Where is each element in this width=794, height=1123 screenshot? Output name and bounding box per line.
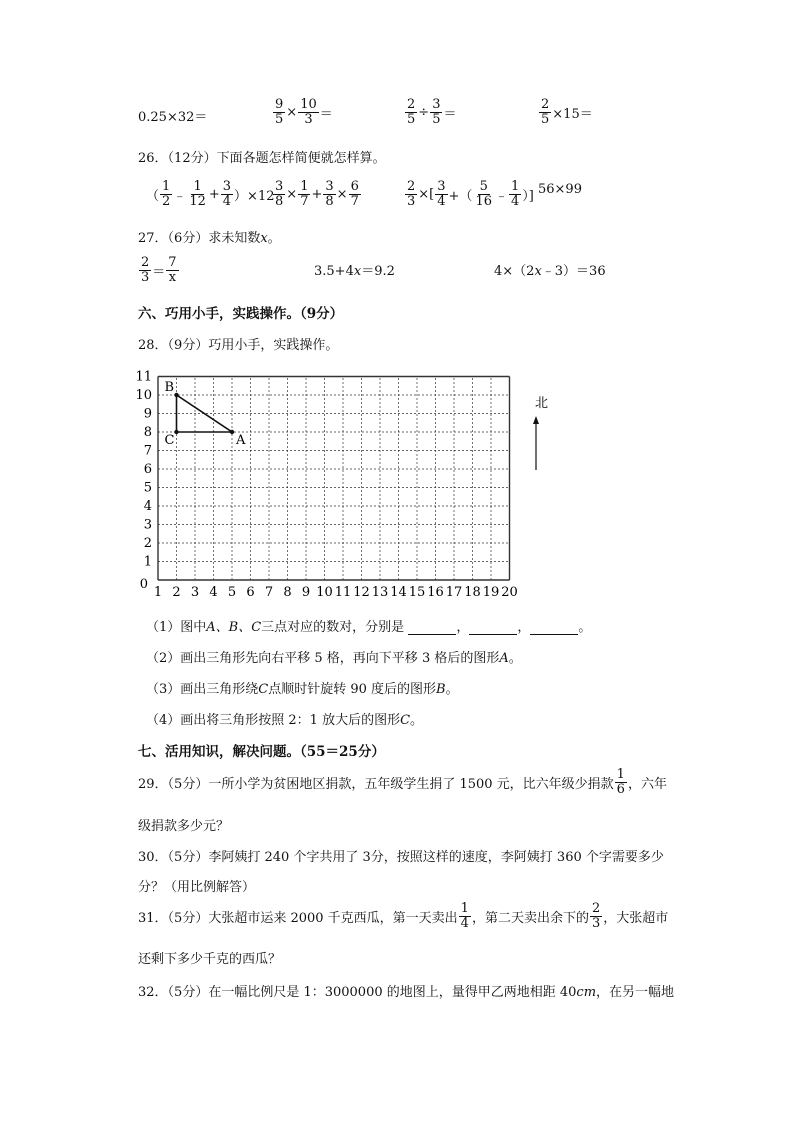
x-tick-label: 4 [209,585,218,600]
x-tick-label: 18 [464,585,481,600]
question-31-line-2: 还剩下多少千克的西瓜？ [138,952,282,967]
vertex-label-b: B [164,380,175,395]
y-tick-label: 7 [143,443,152,459]
calc-4: $\frac{2}{5}$ ×15＝ [541,97,593,127]
x-tick-label: 14 [390,585,407,600]
y-tick-label: 9 [143,406,152,422]
question-31-line-1: 31．（5分）大张超市运来 2000 千克西瓜，第一天卖出 $\frac{1}{4}$ ，第二天卖出余下的 $\frac{2}{3}$ ，大张超市 [138,901,669,931]
x-tick-label: 7 [264,585,274,600]
q27-equation-1: $\frac{2}{3}$ ＝ $\frac{7}{x}$ [141,255,177,285]
x-tick-label: 16 [427,585,444,600]
q28-sub3: （3）画出三角形绕C点顺时针旋转 90 度后的图形B。 [146,682,459,697]
x-tick-label: 12 [353,585,370,600]
question-27-label: 27．（6分）求未知数x。 [138,231,281,246]
y-tick-label: 11 [135,369,152,385]
calc-2: $\frac{9}{5}$ × $\frac{10}{3}$ ＝ [275,97,333,127]
question-32-line-1: 32．（5分）在一幅比例尺是 1：3000000 的地图上，量得甲乙两地相距 40cm，在另一幅地 [138,985,675,1000]
x-tick-label: 2 [172,585,181,600]
x-tick-label: 6 [246,585,255,600]
question-30-line-1: 30．（5分）李阿姨打 240 个字共用了 3分，按照这样的速度，李阿姨打 360 个字需要多少 [138,850,664,865]
q26-problem-4: 56×99 [538,182,582,197]
vertex-point-a [230,430,234,434]
x-tick-label: 10 [316,585,333,600]
x-tick-label: 3 [190,585,200,600]
x-tick-label: 1 [153,585,163,600]
y-tick-label: 4 [143,499,152,514]
calc-3: $\frac{2}{5}$ ÷ $\frac{3}{5}$ ＝ [407,97,457,127]
q26-problem-2: $\frac{3}{8}$ × $\frac{1}{7}$ + $\frac{3}{8}$ × $\frac{6}{7}$ [275,179,359,209]
section-7-heading: 七、活用知识，解决问题。（55＝25分） [138,744,385,760]
q26-problem-1: （ $\frac{1}{2}$ ﹣ $\frac{1}{12}$ + $\frac{3}{4}$ ）×12 [146,179,275,209]
section-6-heading: 六、巧用小手，实践操作。（9分） [138,306,344,322]
x-tick-label: 9 [301,585,311,600]
coordinate-grid [130,362,550,602]
y-tick-label: 6 [143,462,152,477]
question-30-line-2: 分？（用比例解答） [138,880,256,895]
x-tick-label: 11 [334,585,352,600]
q28-sub4: （4）画出将三角形按照 2：1 放大后的图形C。 [146,713,424,728]
x-tick-label: 17 [445,585,463,600]
y-tick-label: 2 [143,536,152,551]
north-arrowhead-icon [533,416,539,424]
y-tick-label: 5 [143,480,152,496]
north-label: 北 [535,396,549,411]
x-tick-label: 5 [227,585,237,600]
q27-equation-3: 4×（2x﹣3）＝36 [494,264,606,279]
q26-problem-3: $\frac{2}{3}$ ×[ $\frac{3}{4}$ +（ $\frac{5}{16}$ ﹣ $\frac{1}{4}$ ）] [407,179,534,209]
y-tick-label: 8 [143,425,152,440]
origin-label: 0 [139,577,148,592]
question-29-line-1: 29．（5分）一所小学为贫困地区捐款，五年级学生捐了 1500 元，比六年级少捐款 $\frac{1}{6}$ ，六年 [138,767,667,797]
answer-blank-2[interactable] [469,622,517,635]
y-tick-label: 10 [135,388,152,403]
q27-equation-2: 3.5+4x＝9.2 [314,264,395,279]
question-26-label: 26．（12分）下面各题怎样简便就怎样算。 [138,151,386,166]
calc-1: 0.25×32＝ [138,110,208,125]
y-tick-label: 3 [143,517,152,533]
vertex-label-a: A [236,433,246,448]
answer-blank-1[interactable] [408,622,456,635]
x-tick-label: 13 [371,585,389,600]
x-tick-label: 20 [501,585,518,600]
x-tick-label: 8 [283,585,292,600]
x-tick-label: 19 [482,585,500,600]
answer-blank-3[interactable] [530,622,578,635]
y-tick-label: 1 [143,554,152,570]
q28-sub1: （1）图中A、B、C三点对应的数对，分别是 ， ， 。 [146,620,592,635]
q28-sub2: （2）画出三角形先向右平移 5 格，再向下平移 3 格后的图形A。 [146,651,522,666]
vertex-point-c [174,430,178,434]
x-tick-label: 15 [408,585,426,600]
vertex-point-b [174,393,178,397]
question-29-line-2: 级捐款多少元？ [138,819,230,834]
vertex-label-c: C [164,433,175,448]
question-28-label: 28．（9分）巧用小手，实践操作。 [138,338,339,353]
